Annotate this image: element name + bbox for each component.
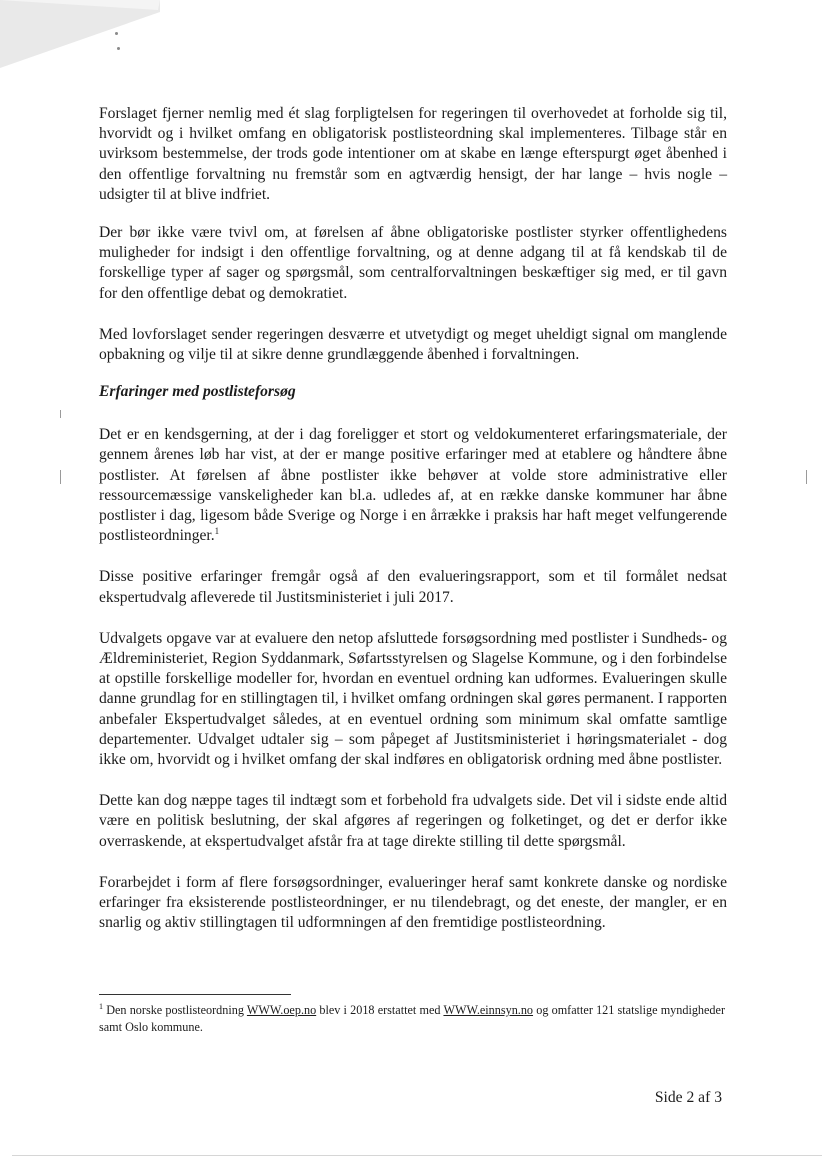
paragraph-4 [99,425,727,546]
footnote-divider [99,994,291,995]
page-number: Side 2 af 3 [654,1089,722,1106]
scan-mark-left [60,470,61,484]
document-body [99,104,727,934]
paragraph-5: Disse positive erfaringer fremgår også af den evalueringsrapport, som et til formålet nedsat ekspertudvalg afleverede til Justitsministeriet i juli 2017. [99,568,727,606]
scan-corner-fold [0,0,170,70]
footnote-link-einnsyn[interactable]: WWW.einnsyn.no [443,1003,534,1017]
paragraph-7: Dette kan dog næppe tages til indtægt som et forbehold fra udvalgets side. Det vil i sidste ende altid være en politisk beslutning, der skal afgøres af regeringen og folketinget, og det er derfor ikke overraskende, at ekspertudvalget afstår fra at tage direkte stilling til dette spørgsmål. [99,792,727,850]
footnote-text-middle: blev i 2018 erstattet med [316,1003,444,1017]
paragraph-4-text: Det er en kendsgerning, at der i dag foreligger et stort og veldokumenteret erfaringsmateriale, der gennem årenes løb har vist, at der er mange positive erfaringer med at etablere og håndtere åbne postlister. At førelsen af åbne postlister ikke behøver at volde store administrative eller ressourcemæssige vanskeligheder kan bl.a. udledes af, at en række danske kommuner har åbne postlister i dag, ligesom både Sverige og Norge i en årrække i praksis har haft meget velfungerende postlisteordninger. [99,426,727,545]
scan-dot [117,47,120,50]
footnote-link-oep[interactable]: WWW.oep.no [246,1003,317,1017]
footnote-marker: 1 [99,1001,103,1011]
scan-dot [115,32,118,35]
section-heading: Erfaringer med postlisteforsøg [99,383,296,401]
paragraph-6: Udvalgets opgave var at evaluere den netop afsluttede forsøgsordning med postlister i Sundheds- og Ældreministeriet, Region Syddanmark, Søfartsstyrelsen og Slagelse Kommune, og i den forbindelse at opstille forskellige modeller for, hvordan en eventuel ordning kan udformes. Evalueringen skulle danne grundlag for en stillingtagen til, i hvilket omfang ordningen skal gøres permanent. I rapporten anbefaler Ekspertudvalget således, at en eventuel ordning som minimum skal omfatte samtlige departementer. Udvalget udtaler sig – som påpeget af Justitsministeriet i høringsmaterialet - dog ikke om, hvorvidt og i hvilket omfang der skal indføres en obligatorisk ordning med åbne postlister. [99,629,727,769]
footnote-text-after: og omfatter 121 statslige myndigheder samt Oslo kommune. [99,1003,725,1034]
footnote [99,1002,725,1036]
scan-bottom-edge [12,1155,822,1156]
scan-mark-right [806,470,807,484]
paragraph-8: Forarbejdet i form af flere forsøgsordninger, evalueringer heraf samt konkrete danske og nordiske erfaringer fra eksisterende postlisteordninger, er nu tilendebragt, og det eneste, der mangler, er en snarlig og aktiv stillingtagen til udformningen af den fremtidige postlisteordning. [99,873,727,932]
paragraph-1: Forslaget fjerner nemlig med ét slag forpligtelsen for regeringen til overhovedet at forholde sig til, hvorvidt og i hvilket omfang en obligatorisk postlisteordning skal implementeres. Tilbage står en uvirksom bestemmelse, der trods gode intentioner om at skabe en længe efterspurgt øget åbenhed i den offentlige forvaltning nu fremstår som en agtværdig hensigt, der har lange – hvis nogle – udsigter til at blive indfriet. [99,105,727,203]
paragraph-2: Der bør ikke være tvivl om, at førelsen af åbne obligatoriske postlister styrker offentlighedens muligheder for indsigt i den offentlige forvaltning, og at denne adgang til at få kendskab til de forskellige typer af sager og spørgsmål, som centralforvaltningen beskæftiger sig med, er til gavn for den offentlige debat og demokratiet. [99,224,727,302]
scan-mark-left [60,410,61,418]
paragraph-3: Med lovforslaget sender regeringen desværre et utvetydigt og meget uheldigt signal om manglende opbakning og vilje til at sikre denne grundlæggende åbenhed i forvaltningen. [99,325,727,364]
footnote-reference[interactable]: 1 [214,526,220,537]
footnote-text-before: Den norske postlisteordning [106,1003,247,1017]
